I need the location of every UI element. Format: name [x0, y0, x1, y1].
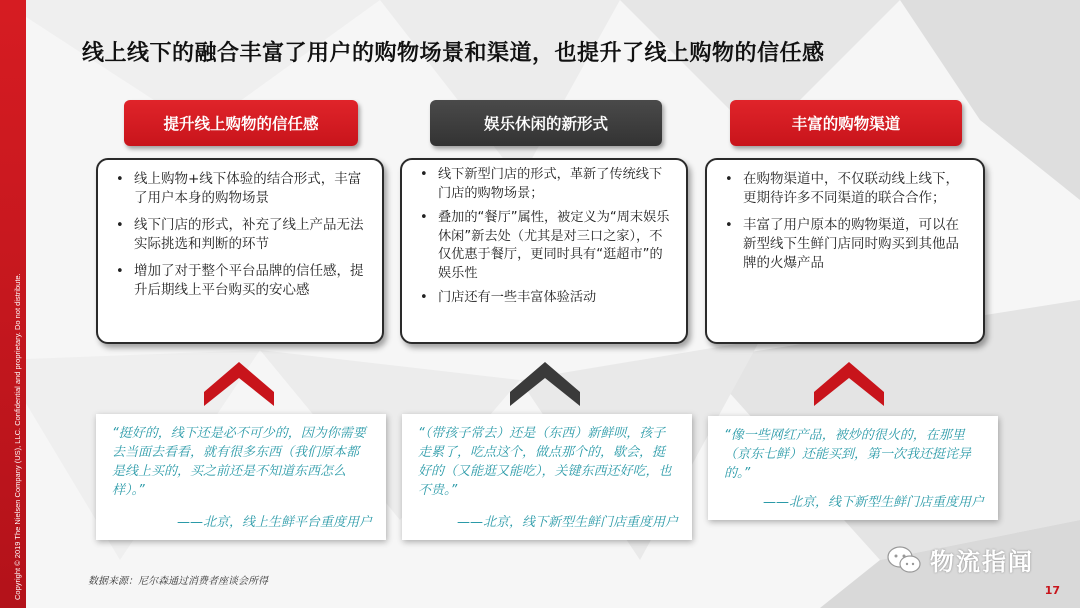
column-3-header: 丰富的购物渠道	[730, 100, 962, 146]
data-source-footnote: 数据来源：尼尔森通过消费者座谈会所得	[88, 576, 268, 587]
bullet-item: • 叠加的“餐厅”属性，被定义为“周末娱乐休闲”新去处（尤其是对三口之家），不仅优惠于餐厅，更同时具有“逛超市”的娱乐性	[418, 209, 672, 283]
quote-text: “（带孩子常去）还是（东西）新鲜呗，孩子走累了，吃点这个，做点那个的，歇会，挺好的（又能逛又能吃），关键东西还好吃，也不贵。”	[418, 426, 672, 498]
slide-title: 线上线下的融合丰富了用户的购物场景和渠道，也提升了线上购物的信任感	[82, 41, 825, 66]
quote-source: ——北京，线下新型生鲜门店重度用户	[762, 495, 984, 510]
bullet-item: • 线下新型门店的形式，革新了传统线下门店的购物场景；	[418, 166, 672, 203]
column-1-quote-box	[96, 414, 386, 540]
quote-source: ——北京，线下新型生鲜门店重度用户	[456, 515, 678, 530]
bullet-item: • 线上购物+线下体验的结合形式，丰富了用户本身的购物场景	[114, 170, 368, 208]
column-2-card	[400, 158, 688, 344]
column-2-quote-box	[402, 414, 692, 540]
bullet-item: • 门店还有一些丰富体验活动	[418, 289, 672, 308]
watermark	[886, 542, 1034, 577]
chevron-up-icon	[510, 362, 580, 406]
copyright-notice: Copyright © 2019 The Nielsen Company (US), LLC. Confidential and proprietary. Do not distribute.	[13, 273, 22, 600]
quote-text: “像一些网红产品，被炒的很火的，在那里（京东七鲜）还能买到，第一次我还挺诧异的。”	[724, 428, 972, 481]
page-number: 17	[1044, 584, 1060, 597]
bullet-item: • 增加了对于整个平台品牌的信任感，提升后期线上平台购买的安心感	[114, 262, 368, 300]
watermark-text: 物流指闻	[930, 548, 1034, 576]
wechat-icon	[886, 545, 922, 575]
column-1-card	[96, 158, 384, 344]
column-1-bullet-list	[114, 170, 368, 300]
column-2-header: 娱乐休闲的新形式	[430, 100, 662, 146]
bullet-item: • 丰富了用户原本的购物渠道，可以在新型线下生鲜门店同时购买到其他品牌的火爆产品	[723, 216, 969, 273]
column-1-header: 提升线上购物的信任感	[124, 100, 358, 146]
column-2-bullet-list	[418, 166, 672, 308]
quote-source: ——北京，线上生鲜平台重度用户	[176, 515, 372, 530]
quote-text: “挺好的，线下还是必不可少的，因为你需要去当面去看看，就有很多东西（我们原本都是线上买的，买之前还是不知道东西怎么样）。”	[112, 426, 366, 498]
column-3-card	[705, 158, 985, 344]
bullet-item: • 在购物渠道中，不仅联动线上线下，更期待许多不同渠道的联合合作；	[723, 170, 969, 208]
column-3-quote-box	[708, 416, 998, 520]
bullet-item: • 线下门店的形式，补充了线上产品无法实际挑选和判断的环节	[114, 216, 368, 254]
chevron-up-icon	[814, 362, 884, 406]
chevron-up-icon	[204, 362, 274, 406]
column-3-bullet-list	[723, 170, 969, 273]
